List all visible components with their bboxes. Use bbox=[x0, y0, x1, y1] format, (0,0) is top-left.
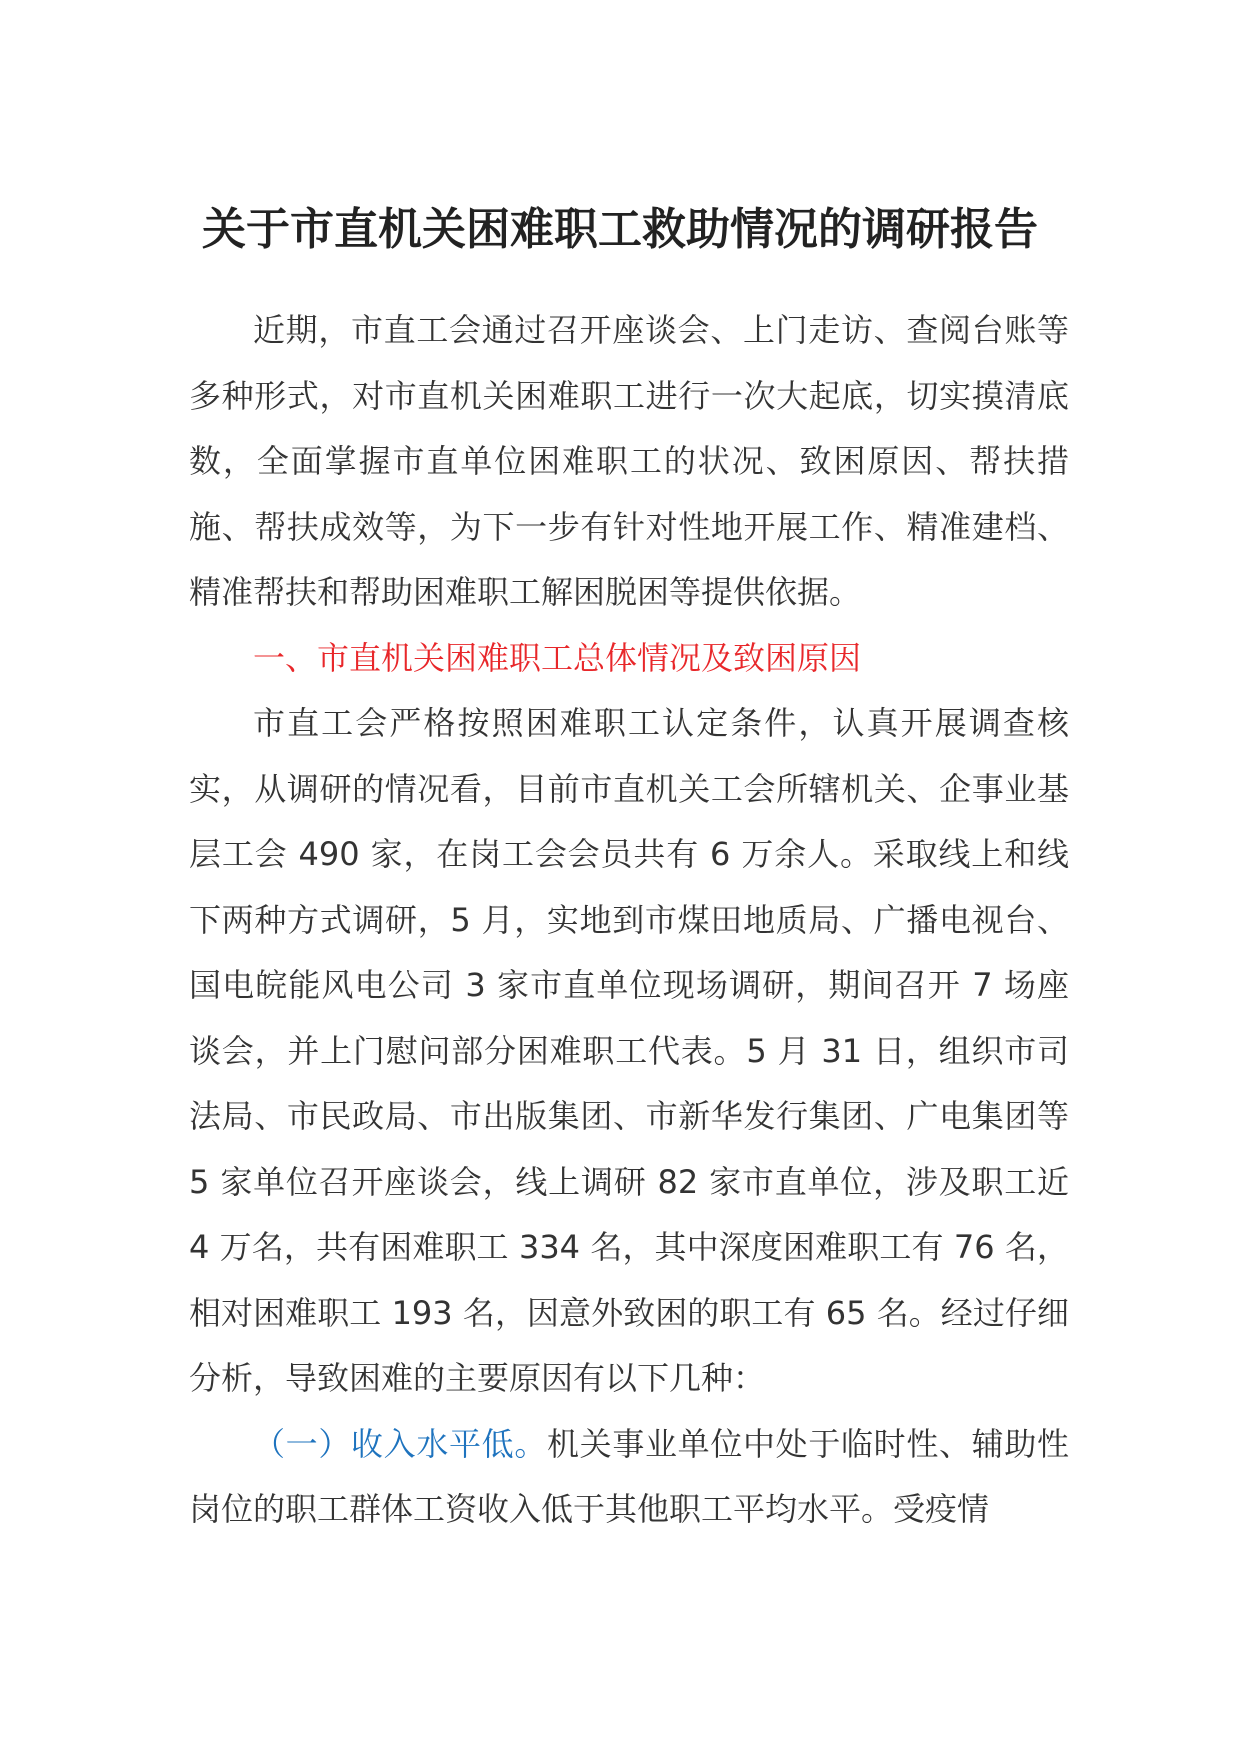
income-paragraph-text: 机关事业单位中处于临时性、辅助性岗位的职工群体工资收入低于其他职工平均水平。受疫情 bbox=[189, 1424, 1069, 1528]
overview-paragraph: 市直工会严格按照困难职工认定条件，认真开展调查核实，从调研的情况看，目前市直机关工会所辖机关、企事业基层工会 490 家，在岗工会会员共有 6 万余人。采取线上和线下两种方式调研，5 月，实地到市煤田地质局、广播电视台、国电皖能风电公司 3 家市直单位现场调研，期间召开 7 场座谈会，并上门慰问部分困难职工代表。5 月 31 日，组织市司法局、市民政局、市出版集团、市新华发行集团、广电集团等 5 家单位召开座谈会，线上调研 82 家市直单位，涉及职工近 4 万名，共有困难职工 334 名，其中深度困难职工有 76 名，相对困难职工 193 名，因意外致困的职工有 65 名。经过仔细分析，导致困难的主要原因有以下几种： bbox=[189, 704, 1069, 1397]
subheading-income: （一）收入水平低。 bbox=[253, 1424, 547, 1463]
document-title: 关于市直机关困难职工救助情况的调研报告 bbox=[202, 204, 1038, 255]
document-body bbox=[189, 298, 1069, 1543]
income-paragraph bbox=[189, 1412, 1069, 1543]
intro-paragraph: 近期，市直工会通过召开座谈会、上门走访、查阅台账等多种形式，对市直机关困难职工进行一次大起底，切实摸清底数，全面掌握市直单位困难职工的状况、致困原因、帮扶措施、帮扶成效等，为下一步有针对性地开展工作、精准建档、精准帮扶和帮助困难职工解困脱困等提供依据。 bbox=[189, 311, 1069, 611]
section-heading-1: 一、市直机关困难职工总体情况及致困原因 bbox=[253, 638, 862, 677]
